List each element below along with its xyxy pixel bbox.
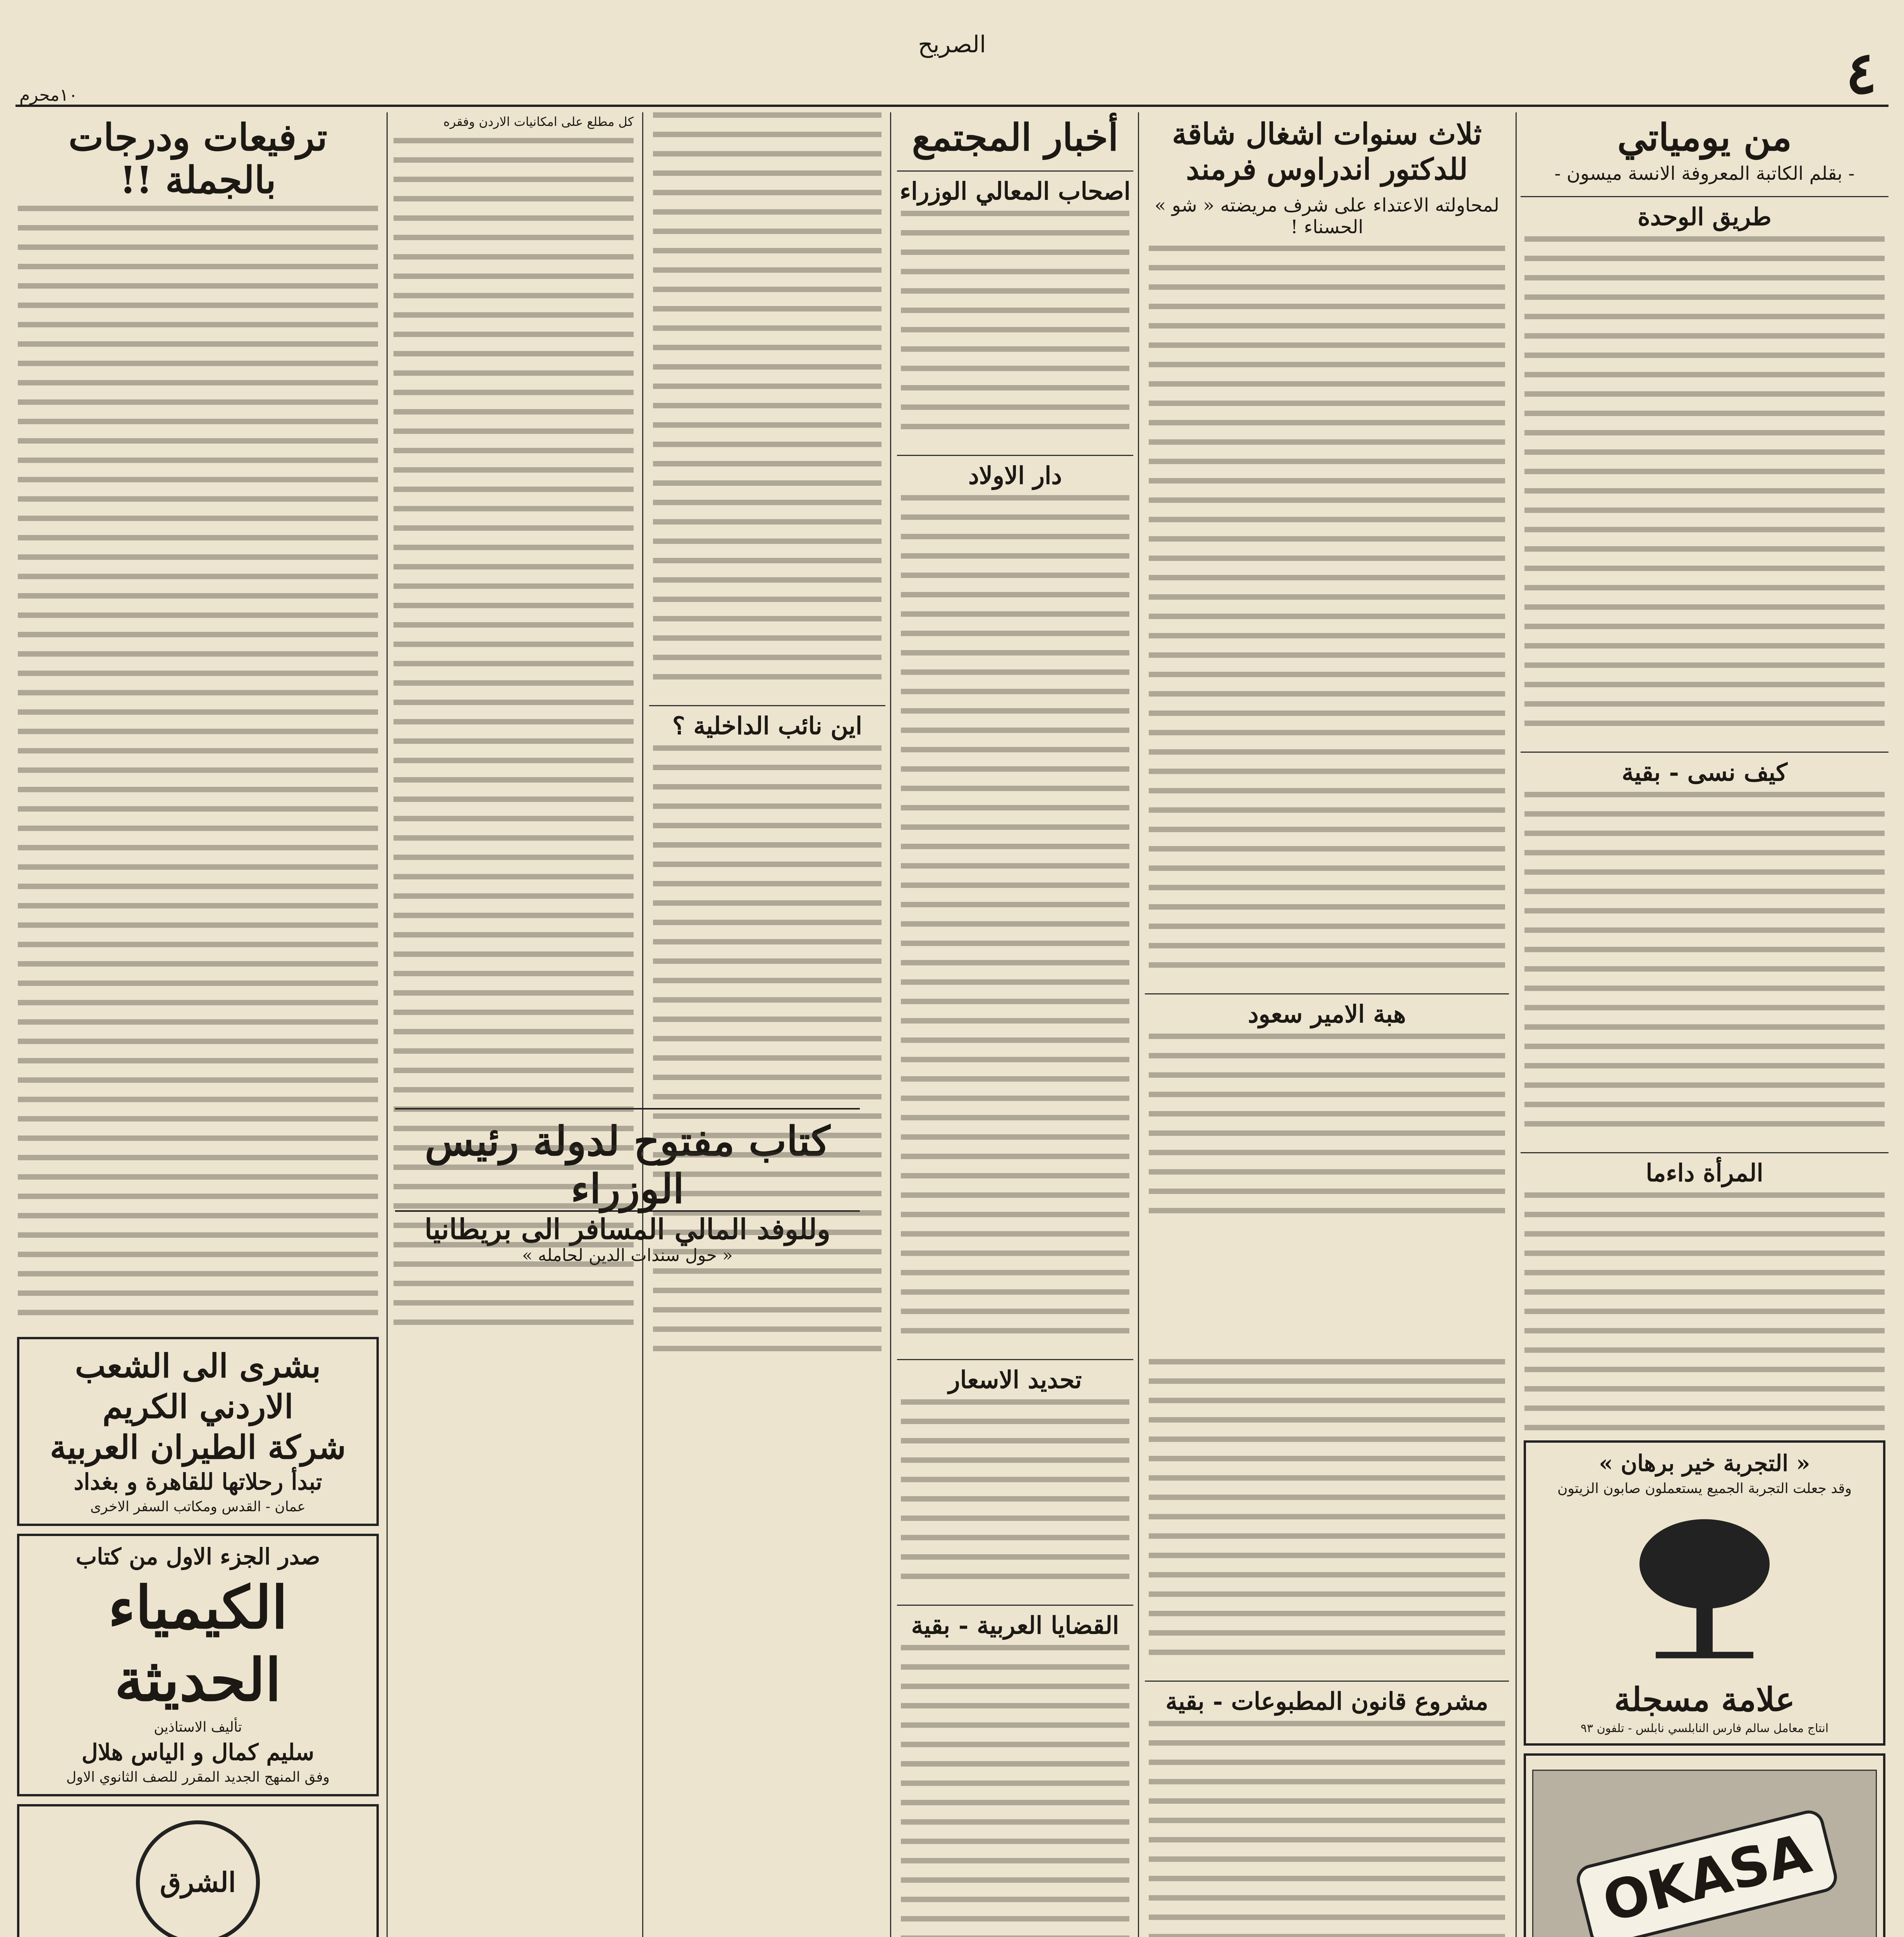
section-heading: دار الاولاد xyxy=(897,455,1133,490)
article-body xyxy=(1149,1359,1505,1669)
section-heading: اين نائب الداخلية ؟ xyxy=(649,705,885,740)
article-lead: كل مطلع على امكانيات الاردن وفقره xyxy=(443,114,634,129)
okasa-illustration xyxy=(1532,1770,1877,1937)
airline-ad-line1: بشرى الى الشعب الاردني الكريم xyxy=(75,1346,321,1426)
column-diary xyxy=(1521,112,1889,1937)
paper-name: الصريح xyxy=(918,31,986,58)
section-heading: تحديد الاسعار xyxy=(897,1359,1133,1394)
article-body xyxy=(653,112,882,693)
article-body xyxy=(18,206,378,1329)
section-heading: اصحاب المعالي الوزراء xyxy=(897,170,1133,205)
section-heading: القضايا العربية - بقية xyxy=(897,1605,1133,1639)
page-number: ٤ xyxy=(1846,39,1877,107)
court-subheadline: لمحاولته الاعتداء على شرف مريضته « شو » الحسناء ! xyxy=(1155,194,1499,238)
olive-tree-icon xyxy=(1623,1507,1786,1670)
article-body xyxy=(1149,1721,1505,1937)
section-heading: هبة الامير سعود xyxy=(1145,993,1509,1028)
book-ad-line1: صدر الجزء الاول من كتاب xyxy=(76,1543,320,1570)
article-body xyxy=(1524,792,1885,1141)
diary-title: من يومياتي xyxy=(1617,115,1792,159)
section-heading: المرأة داءما xyxy=(1521,1152,1889,1187)
book-authors: سليم كمال و الياس هلال xyxy=(81,1739,314,1765)
column-rule xyxy=(890,112,891,1937)
article-body xyxy=(1149,246,1505,982)
airline-ad-line2: شركة الطيران العربية xyxy=(50,1428,346,1466)
airline-ad xyxy=(17,1337,379,1526)
airline-ad-line4: عمان - القدس ومكاتب السفر الاخرى xyxy=(90,1499,306,1515)
article-body xyxy=(1149,1034,1505,1227)
okasa-ad xyxy=(1524,1753,1885,1937)
open-letter-line2: وللوفد المالي المسافر الى بريطانيا xyxy=(424,1213,830,1245)
airline-ad-line3: تبدأ رحلاتها للقاهرة و بغداد xyxy=(74,1468,322,1495)
diary-byline: - بقلم الكاتبة المعروفة الانسة ميسون - xyxy=(1554,163,1855,185)
article-body xyxy=(1524,1192,1885,1433)
section-heading: كيف نسى - بقية xyxy=(1521,752,1889,786)
society-title: أخبار المجتمع xyxy=(912,115,1119,159)
soap-ad-brand: علامة مسجلة xyxy=(1614,1680,1795,1719)
article-body xyxy=(653,745,882,1365)
issue-date: ١٠محرم xyxy=(19,85,78,105)
open-letter-line3: « حول سندات الدين لحامله » xyxy=(522,1245,733,1265)
soap-ad-title: « التجربة خير برهان » xyxy=(1599,1450,1810,1477)
article-body xyxy=(901,495,1129,1347)
soap-ad xyxy=(1524,1440,1885,1745)
column-rule xyxy=(387,112,388,1937)
article-body xyxy=(901,1645,1129,1937)
book-authors-label: تأليف الاستاذين xyxy=(154,1719,242,1735)
chemistry-book-ad xyxy=(17,1534,379,1796)
soap-ad-line: وقد جعلت التجربة الجميع يستعملون صابون الزيتون xyxy=(1557,1480,1852,1497)
soap-ad-producer: انتاج معامل سالم فارس النابلسي نابلس - تلفون ٩٣ xyxy=(1580,1721,1829,1735)
okasa-logo: OKASA xyxy=(1574,1807,1840,1937)
court-headline: ثلاث سنوات اشغال شاقة للدكتور اندراوس فرمند xyxy=(1172,117,1482,187)
insurance-crest-icon: الشرق xyxy=(136,1820,260,1937)
article-body xyxy=(394,138,634,1339)
article-body xyxy=(901,211,1129,443)
column-rule xyxy=(642,112,643,1937)
open-letter-line1: كتاب مفتوح لدولة رئيس الوزراء xyxy=(424,1117,830,1213)
column-rule xyxy=(1516,112,1517,1937)
article-body xyxy=(1524,236,1885,740)
promotions-title: ترفيعات ودرجات بالجملة !! xyxy=(68,115,328,202)
book-note: وفق المنهج الجديد المقرر للصف الثانوي الاول xyxy=(66,1769,330,1785)
column-society xyxy=(897,112,1133,1937)
diary-subhead: طريق الوحدة xyxy=(1521,196,1889,231)
section-heading: مشروع قانون المطبوعات - بقية xyxy=(1145,1681,1509,1715)
page-header xyxy=(15,15,1889,107)
article-body xyxy=(901,1399,1129,1593)
column-promotions xyxy=(14,112,382,1937)
insurance-ad xyxy=(17,1804,379,1937)
book-title: الكيمياء الحديثة xyxy=(108,1573,288,1715)
column-interior xyxy=(649,112,885,1937)
column-court-news xyxy=(1145,112,1509,1937)
column-jordan xyxy=(390,112,638,1937)
spread-spacer xyxy=(1145,1227,1509,1359)
column-rule xyxy=(1138,112,1139,1937)
